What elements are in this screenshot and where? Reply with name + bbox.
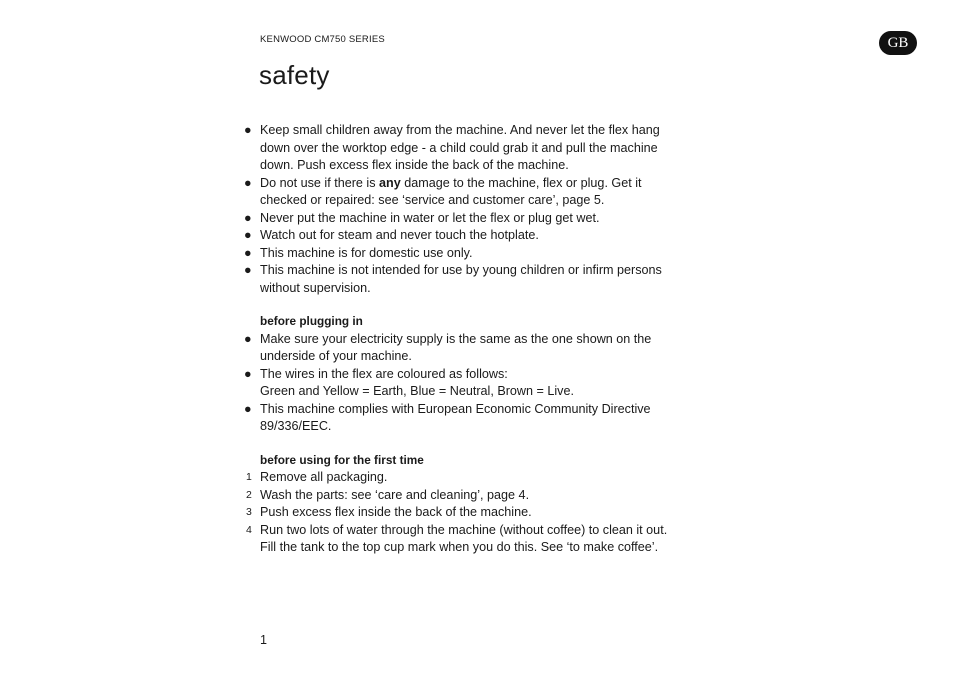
language-badge: GB	[879, 31, 917, 55]
step-text: Push excess flex inside the back of the machine.	[260, 505, 532, 519]
bullet-icon: ●	[244, 210, 252, 225]
safety-item	[0, 245, 680, 263]
step-item	[0, 522, 680, 557]
safety-item-text: Never put the machine in water or let the flex or plug get wet.	[260, 210, 600, 225]
emphasis-text: any	[379, 175, 401, 190]
safety-item-text: This machine is not intended for use by young children or infirm persons without supervision.	[260, 263, 662, 295]
safety-item-text: Keep small children away from the machine. And never let the flex hang down over the worktop edge - a child could grab it and pull the machine down. Push excess flex inside the back of the machine.	[260, 123, 660, 172]
bullet-icon: ●	[244, 263, 252, 277]
safety-item	[0, 227, 680, 245]
step-number: 1	[246, 471, 252, 483]
bullet-icon: ●	[244, 175, 252, 190]
plugging-item-text: Make sure your electricity supply is the same as the one shown on the underside of your machine.	[260, 331, 652, 363]
step-text: Remove all packaging.	[260, 470, 388, 484]
plugging-item-text: This machine complies with European Economic Community Directive 89/336/EEC.	[260, 401, 651, 433]
plugging-item	[0, 401, 680, 436]
manual-content	[0, 122, 954, 557]
safety-item-text: This machine is for domestic use only.	[260, 245, 473, 260]
bullet-icon: ●	[244, 401, 252, 416]
step-item	[0, 487, 680, 505]
bullet-icon: ●	[244, 228, 252, 242]
wire-colours-text: Green and Yellow = Earth, Blue = Neutral, Brown = Live.	[260, 384, 574, 398]
safety-item	[0, 210, 680, 228]
step-text: Wash the parts: see ‘care and cleaning’, page 4.	[260, 487, 530, 502]
step-text: Run two lots of water through the machine (without coffee) to clean it out. Fill the tank to the top cup mark when you do this. See ‘to make coffee’.	[260, 522, 668, 554]
safety-item-text: Do not use if there is	[260, 175, 380, 190]
step-number: 3	[246, 506, 252, 518]
bullet-icon: ●	[244, 123, 252, 137]
series-label: KENWOOD CM750 SERIES	[260, 34, 385, 45]
step-number: 2	[246, 488, 252, 501]
bullet-icon: ●	[244, 331, 252, 346]
page-title: safety	[259, 60, 330, 90]
step-number: 4	[246, 523, 252, 536]
bullet-icon: ●	[244, 366, 252, 381]
page-number: 1	[260, 633, 268, 647]
section-heading-before-plugging-in: before plugging in	[260, 314, 363, 328]
step-item	[0, 469, 680, 487]
bullet-icon: ●	[244, 245, 252, 260]
safety-item-text: damage to the machine, flex or plug. Get it checked or repaired: see ‘service and customer care’, page 5.	[260, 175, 642, 207]
plugging-item	[0, 366, 680, 401]
safety-item-text: Watch out for steam and never touch the hotplate.	[260, 228, 539, 242]
section-heading-first-time: before using for the first time	[260, 452, 424, 467]
safety-item	[0, 122, 680, 175]
safety-item	[0, 175, 680, 210]
plugging-item-text: The wires in the flex are coloured as follows:	[260, 366, 508, 381]
step-item	[0, 504, 680, 522]
safety-item	[0, 262, 680, 297]
plugging-item	[0, 331, 680, 366]
